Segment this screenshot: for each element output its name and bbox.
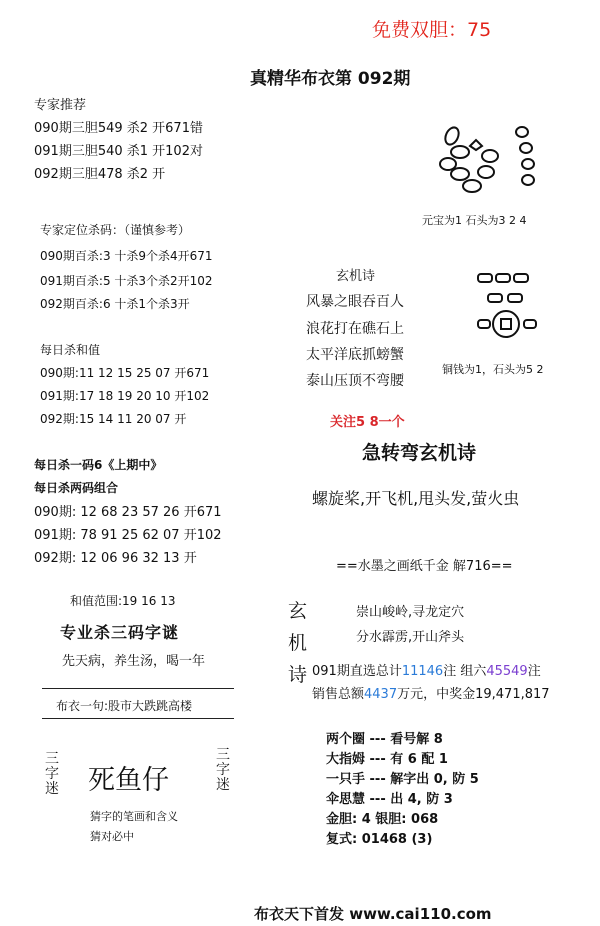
ink-solution: ==水墨之画纸千金 解716== [336, 559, 513, 574]
poem-line: 太平洋底抓螃蟹 [306, 347, 404, 363]
riddle-text: 先天病，养生汤，喝一年 [62, 654, 206, 669]
sum-kill-line: 090期:11 12 15 25 07 开671 [40, 366, 210, 380]
direct-total: 11146 [401, 664, 444, 679]
poem-heading: 玄机诗 [336, 269, 376, 284]
expert-heading: 专家推荐 [34, 98, 87, 113]
xuanji-line: 崇山峻岭,寻龙定穴 [356, 605, 465, 620]
three-char-riddle: 死鱼仔 [88, 765, 169, 796]
sales-label: 万元，中奖金19,471,817 [397, 687, 550, 702]
code-line: 大指姆 --- 有 6 配 1 [326, 752, 448, 767]
expert-line: 090期三胆549 杀2 开671错 [34, 121, 203, 136]
focus-note: 关注5 8一个 [330, 415, 405, 430]
poem-line: 泰山压顶不弯腰 [306, 373, 404, 389]
three-char-label-right: 三字迷 [216, 747, 230, 793]
expert-line: 091期三胆540 杀1 开102对 [34, 144, 203, 159]
code-line: 伞思慧 --- 出 4, 防 3 [326, 792, 453, 807]
compound-code: 复式: 01468 (3) [326, 832, 433, 847]
divider [42, 688, 234, 689]
picture-caption: 铜钱为1，石头为5 2 [442, 363, 544, 376]
turn-heading: 急转弯玄机诗 [362, 442, 477, 464]
poem-line: 浪花打在礁石上 [306, 321, 404, 337]
sum-kill-heading: 每日杀和值 [40, 343, 101, 357]
sales-line-2 [312, 683, 550, 702]
sales-label: 091期直选总计 [312, 664, 402, 679]
turn-text: 螺旋桨,开飞机,甩头发,萤火虫 [312, 489, 520, 508]
group-six-total: 45549 [486, 664, 528, 679]
position-kill-line: 091期百杀:5 十杀3个杀2开102 [40, 274, 213, 288]
picture-caption: 元宝为1 石头为3 2 4 [422, 214, 527, 227]
xuanji-side-char: 诗 [288, 664, 308, 686]
two-code-line: 091期: 78 91 25 62 07 开102 [34, 528, 222, 543]
saying: 布衣一句:股市大跌跳高楼 [56, 699, 193, 713]
position-kill-line: 090期百杀:3 十杀9个杀4开671 [40, 249, 213, 263]
gold-silver-dan: 金胆: 4 银胆: 068 [326, 812, 439, 827]
three-char-label-left: 三字迷 [45, 751, 59, 797]
riddle-heading: 专业杀三码字谜 [60, 623, 180, 642]
free-pair-banner: 免费双胆：75 [372, 19, 492, 41]
riddle-hint: 猜字的笔画和含义 [90, 810, 178, 823]
two-code-line: 090期: 12 68 23 57 26 开671 [34, 505, 222, 520]
xuanji-line: 分水霹雳,开山斧头 [356, 630, 465, 645]
sum-kill-line: 092期:15 14 11 20 07 开 [40, 412, 187, 426]
expert-line: 092期三胆478 杀2 开 [34, 167, 166, 182]
code-line: 一只手 --- 解字出 0, 防 5 [326, 772, 479, 787]
riddle-hint: 猜对必中 [90, 830, 134, 843]
xuanji-side-char: 玄 [288, 600, 308, 622]
sales-amount: 4437 [364, 687, 398, 702]
two-code-heading: 每日杀两码组合 [34, 481, 119, 495]
two-code-line: 092期: 12 06 96 32 13 开 [34, 551, 197, 566]
page-title: 真精华布衣第 092期 [250, 69, 411, 89]
ingot-stone-picture [430, 112, 550, 202]
divider [42, 718, 234, 719]
sum-range: 和值范围:19 16 13 [70, 594, 176, 608]
sum-kill-line: 091期:17 18 19 20 10 开102 [40, 389, 210, 403]
sales-line-1 [312, 660, 541, 679]
sales-label: 注 组六 [443, 664, 487, 679]
position-kill-heading: 专家定位杀码：（谨慎参考） [40, 223, 191, 237]
footer-source: 布衣天下首发 www.cai110.com [254, 905, 492, 923]
sales-label: 销售总额 [312, 687, 365, 702]
poem-line: 风暴之眼吞百人 [306, 294, 404, 310]
one-code-kill: 每日杀一码6《上期中》 [34, 458, 163, 472]
sales-label: 注 [527, 664, 541, 679]
code-line: 两个圈 --- 看号解 8 [326, 732, 443, 747]
position-kill-line: 092期百杀:6 十杀1个杀3开 [40, 297, 190, 311]
coin-stone-picture [472, 268, 542, 348]
xuanji-side-char: 机 [288, 632, 308, 654]
